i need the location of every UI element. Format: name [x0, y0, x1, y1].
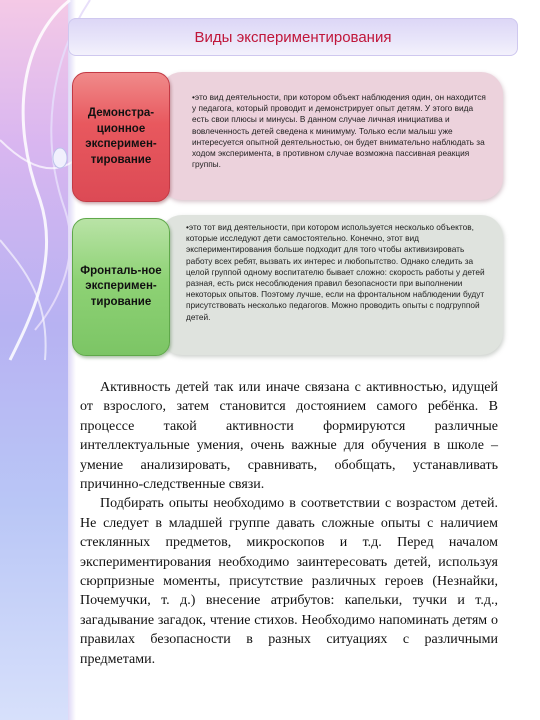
- body-text: [80, 378, 498, 669]
- card-demonstration-label-text: Демонстра-ционное эксперимен-тирование: [85, 107, 157, 166]
- card-demonstration-text: •это вид деятельности, при котором объект наблюдения один, он находится у педагога, который проводит и демонстрирует опыт детям. У этого вида есть свои плюсы и минусы. В данном случае личная инициатива и вовлеченность детей сведена к минимуму. Только если малыш уже интересуется опытной деятельностью, он будет внимательно наблюдать за ходом эксперимента, в противном случае возможна пассивная реакция группы.: [192, 92, 486, 170]
- page-title: Виды экспериментирования: [194, 28, 392, 46]
- card-frontal-label-text: Фронталь-ное эксперимен-тирование: [80, 264, 162, 308]
- card-frontal-text: •это тот вид деятельности, при котором используется несколько объектов, которые исследуют дети самостоятельно. Конечно, этот вид экспериментирования больше подходит для того чтобы активизировать работу всех ребят, вызвать их интерес и любопытство. Однако следить за целой группой одному воспитателю бывает сложно: скорость работы у детей разная, есть риск несоблюдения правил безопасности при выполнении некоторых опытов. Поэтому лучше, если на фронтальном наблюдении будут присутствовать несколько педагогов. Можно проводить опыты с подгруппой детей.: [186, 222, 485, 322]
- body-paragraph-1: Активность детей так или иначе связана с активностью, идущей от взрослого, затем становится достоянием самого ребёнка. В процессе такой активности формируются различные интеллектуальные умения, очень важные для обучения в школе – умение анализировать, сравнивать, обобщать, устанавливать причинно-следственные связи.: [80, 380, 498, 493]
- decorative-left-band: [0, 0, 68, 720]
- card-frontal-label: [72, 218, 170, 356]
- card-demonstration-label: [72, 72, 170, 202]
- title-banner: [68, 18, 518, 56]
- body-paragraph-2: Подбирать опыты необходимо в соответствии с возрастом детей. Не следует в младшей группе давать сложные опыты с наличием стеклянных предметов, микроскопов и т.д. Перед началом экспериментирования необходимо заинтересовать детей, используя сюрпризные моменты, присутствие различных героев (Незнайки, Почемучки, т. д.) внесение атрибутов: капельки, тучки и т.д., загадывание загадок, чтение стихов. Необходимо напоминать детям о правилах безопасности в разных ситуациях с различными предметами.: [80, 496, 498, 667]
